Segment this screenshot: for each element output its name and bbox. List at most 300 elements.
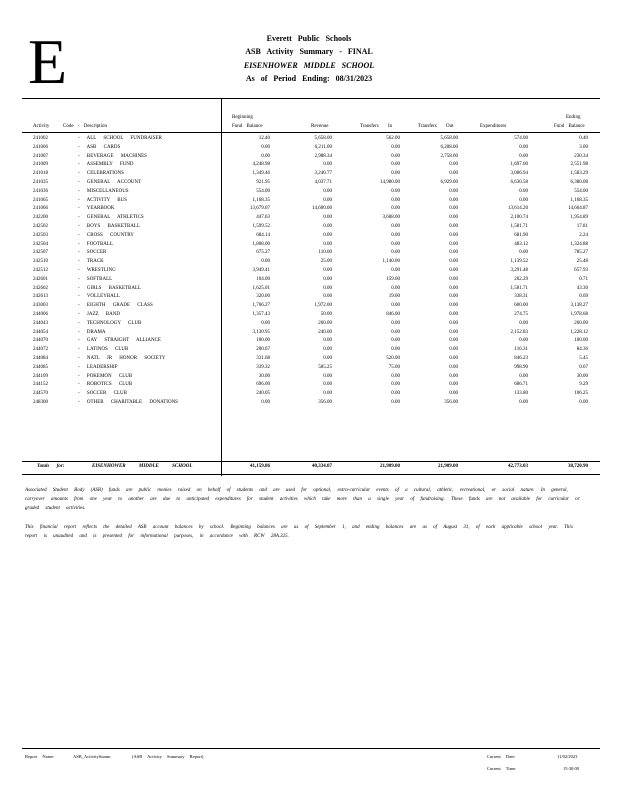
ending-balance: 0.69 <box>579 294 588 300</box>
revenue: 0.00 <box>323 373 332 379</box>
report-title: ASB Activity Summary - FINAL <box>245 47 373 56</box>
total-revenue: 40,334.07 <box>312 464 332 469</box>
col-ending-top: Ending <box>566 115 581 120</box>
activity-code: 241009 <box>33 162 48 168</box>
ending-balance: 0.67 <box>579 364 588 370</box>
revenue: 260.00 <box>318 320 332 326</box>
revenue: 356.00 <box>318 399 332 405</box>
col-beginning-top: Beginning <box>232 115 253 120</box>
ending-balance: 100.00 <box>574 338 588 344</box>
expenditures: 0.00 <box>519 373 528 379</box>
transfers-in: 0.00 <box>391 347 400 353</box>
ending-balance: 14,664.87 <box>568 206 588 212</box>
transfers-out: 0.00 <box>449 391 458 397</box>
revenue: 585.25 <box>318 364 332 370</box>
activity-code: 242510 <box>33 259 48 265</box>
ending-balance: 2,551.98 <box>570 162 588 168</box>
activity-code: 242504 <box>33 241 48 247</box>
activity-code: 241035 <box>33 179 48 185</box>
revenue: 5,658.00 <box>314 136 332 141</box>
transfers-in: 0.00 <box>391 320 400 326</box>
activity-description: - ASB CARDS <box>78 144 121 150</box>
transfers-out: 0.00 <box>449 215 458 221</box>
activity-code: 242601 <box>33 276 48 282</box>
beginning-balance: 3,949.41 <box>252 267 270 273</box>
beginning-balance: 3,130.95 <box>252 329 270 335</box>
ending-balance: 0.40 <box>579 136 588 141</box>
expenditures: 338.31 <box>514 294 528 300</box>
transfers-out: 6,929.00 <box>440 179 458 185</box>
col-transfers-out: Transfers Out <box>418 124 454 129</box>
expenditures: 3,291.48 <box>510 267 528 273</box>
expenditures: 846.23 <box>514 355 528 361</box>
activity-description: - CROSS COUNTRY <box>78 232 134 238</box>
table-row <box>0 188 618 197</box>
expenditures: 3,006.94 <box>510 171 528 177</box>
column-header-divider <box>22 132 600 133</box>
totals-row <box>0 462 618 472</box>
revenue: 0.00 <box>323 294 332 300</box>
transfers-in: 846.00 <box>386 311 400 317</box>
activity-table <box>0 135 618 408</box>
transfers-out: 0.00 <box>449 223 458 229</box>
report-period: As of Period Ending: 08/31/2023 <box>245 74 373 83</box>
expenditures: 0.00 <box>519 338 528 344</box>
activity-code: 241036 <box>33 188 48 194</box>
expenditures: 0.00 <box>519 399 528 405</box>
table-row <box>0 364 618 373</box>
activity-description: - POKEMON CLUB <box>78 373 133 379</box>
col-ending-bottom: Fund Balance <box>554 124 585 129</box>
activity-code: 241018 <box>33 171 48 177</box>
transfers-out: 0.00 <box>449 162 458 168</box>
activity-code: 242507 <box>33 250 48 256</box>
transfers-in: 0.00 <box>391 206 400 212</box>
beginning-balance: 1,808.00 <box>252 241 270 247</box>
ending-balance: 30.00 <box>576 373 588 379</box>
beginning-balance: 4,248.98 <box>252 162 270 168</box>
transfers-in: 0.00 <box>391 329 400 335</box>
transfers-out: 0.00 <box>449 206 458 212</box>
header-divider <box>22 98 600 99</box>
transfers-in: 0.00 <box>391 171 400 177</box>
table-row <box>0 311 618 320</box>
total-transfers-in: 21,909.00 <box>380 464 400 469</box>
revenue: 0.00 <box>323 197 332 203</box>
ending-balance: 106.25 <box>574 391 588 397</box>
table-row <box>0 346 618 355</box>
transfers-out: 0.00 <box>449 241 458 247</box>
transfers-out: 0.00 <box>449 267 458 273</box>
activity-description: - LEADERSHIP <box>78 364 118 370</box>
table-row <box>0 355 618 364</box>
expenditures: 133.80 <box>514 391 528 397</box>
transfers-out: 0.00 <box>449 303 458 309</box>
transfers-out: 0.00 <box>449 382 458 388</box>
transfers-in: 0.00 <box>391 373 400 379</box>
ending-balance: 5.45 <box>579 355 588 361</box>
expenditures: 2,152.83 <box>510 329 528 335</box>
ending-balance: 3,138.27 <box>570 303 588 309</box>
activity-description: - SOCCER <box>78 250 107 256</box>
activity-description: - FOOTBALL <box>78 241 114 247</box>
table-row <box>0 223 618 232</box>
table-row <box>0 179 618 188</box>
transfers-in: 0.00 <box>391 188 400 194</box>
activity-code: 248300 <box>33 399 48 405</box>
activity-code: 241007 <box>33 153 48 159</box>
totals-school: EISENHOWER MIDDLE SCHOOL <box>92 464 193 469</box>
transfers-out: 5,658.00 <box>440 136 458 141</box>
activity-code: 242502 <box>33 223 48 229</box>
revenue: 240.00 <box>318 329 332 335</box>
table-row <box>0 197 618 206</box>
beginning-balance: 104.00 <box>256 276 270 282</box>
transfers-in: 0.00 <box>391 223 400 229</box>
report-name-label: Report Name: <box>25 754 55 759</box>
table-row <box>0 373 618 382</box>
asb-funds-note: Associated Student Body (ASB) funds are public monies raised on behalf of students and are used for optional, extra-curricular events of a cultural, athletic, recreational, or social nature. In general, carryover amounts from one year to another are due to anticipated expenditures for student activities which take more than a single year of fundraising. These funds are not available for curricular or graded student activities. <box>25 488 580 511</box>
activity-description: - CELEBRATIONS <box>78 171 124 177</box>
beginning-balance: 696.00 <box>256 382 270 388</box>
beginning-balance: 200.67 <box>256 347 270 353</box>
transfers-in: 159.00 <box>386 276 400 282</box>
activity-code: 244570 <box>33 391 48 397</box>
transfers-out: 0.00 <box>449 373 458 379</box>
activity-code: 241002 <box>33 136 48 141</box>
transfers-in: 14,980.00 <box>380 179 400 185</box>
activity-code: 242613 <box>33 294 48 300</box>
revenue: 0.00 <box>323 215 332 221</box>
col-expenditures: Expenditures <box>480 124 507 129</box>
activity-code: 243003 <box>33 303 48 309</box>
transfers-out: 0.00 <box>449 285 458 291</box>
transfers-in: 1,140.00 <box>382 259 400 265</box>
beginning-balance: 0.00 <box>261 259 270 265</box>
activity-code: 241065 <box>33 197 48 203</box>
transfers-out: 0.00 <box>449 329 458 335</box>
beginning-balance: 0.00 <box>261 144 270 150</box>
expenditures: 1,581.71 <box>510 223 528 229</box>
table-row <box>0 144 618 153</box>
activity-description: - ASSEMBLY FUND <box>78 162 134 168</box>
activity-description: - SOFTBALL <box>78 276 113 282</box>
revenue: 0.00 <box>323 232 332 238</box>
activity-description: - GENERAL ATHLETICS <box>78 215 144 221</box>
beginning-balance: 675.27 <box>256 250 270 256</box>
col-transfers-in: Transfers In <box>360 124 393 129</box>
ending-balance: 1,583.29 <box>570 171 588 177</box>
transfers-in: 0.00 <box>391 382 400 388</box>
revenue: 4,037.71 <box>314 179 332 185</box>
total-expenditures: 42,773.03 <box>508 464 528 469</box>
expenditures: 2,100.74 <box>510 215 528 221</box>
expenditures: 483.12 <box>514 241 528 247</box>
ending-balance: 1,228.12 <box>570 329 588 335</box>
beginning-balance: 0.00 <box>261 153 270 159</box>
expenditures: 0.00 <box>519 197 528 203</box>
table-row <box>0 329 618 338</box>
transfers-out: 0.00 <box>449 250 458 256</box>
transfers-in: 0.00 <box>391 399 400 405</box>
expenditures: 13,614.20 <box>508 206 528 212</box>
ending-balance: 554.00 <box>574 188 588 194</box>
revenue: 0.00 <box>323 267 332 273</box>
revenue: 0.00 <box>323 391 332 397</box>
revenue: 0.00 <box>323 285 332 291</box>
transfers-in: 0.00 <box>391 162 400 168</box>
table-row <box>0 153 618 162</box>
expenditures: 0.00 <box>519 188 528 194</box>
revenue: 1,972.00 <box>314 303 332 309</box>
beginning-balance: 1,168.35 <box>252 197 270 203</box>
transfers-in: 3,608.00 <box>382 215 400 221</box>
table-row <box>0 399 618 408</box>
transfers-in: 0.00 <box>391 303 400 309</box>
transfers-out: 0.00 <box>449 188 458 194</box>
activity-code: 244054 <box>33 329 48 335</box>
expenditures: 998.90 <box>514 364 528 370</box>
transfers-in: 520.00 <box>386 355 400 361</box>
beginning-balance: 1,357.43 <box>252 311 270 317</box>
revenue: 0.00 <box>323 347 332 353</box>
expenditures: 0.00 <box>519 320 528 326</box>
col-code-desc: Code - Description <box>63 124 108 129</box>
activity-code: 244109 <box>33 373 48 379</box>
revenue: 0.00 <box>323 188 332 194</box>
transfers-in: 0.00 <box>391 197 400 203</box>
activity-description: - GAY STRAIGHT ALLIANCE <box>78 338 161 344</box>
beginning-balance: 100.00 <box>256 338 270 344</box>
revenue: 0.00 <box>323 162 332 168</box>
footer-divider <box>22 748 600 749</box>
expenditures: 1,581.71 <box>510 285 528 291</box>
beginning-balance: 0.00 <box>261 320 270 326</box>
expenditures: 6,630.58 <box>510 179 528 185</box>
ending-balance: 1,978.68 <box>570 311 588 317</box>
revenue: 0.00 <box>323 338 332 344</box>
ending-balance: 43.30 <box>576 285 588 291</box>
transfers-out: 0.00 <box>449 347 458 353</box>
beginning-balance: 447.63 <box>256 215 270 221</box>
activity-description: - NATL JR HONOR SOCIETY <box>78 355 166 361</box>
report-school: EISENHOWER MIDDLE SCHOOL <box>243 61 375 70</box>
expenditures: 116.31 <box>514 347 528 353</box>
beginning-balance: 320.00 <box>256 294 270 300</box>
ending-balance: 9.29 <box>579 382 588 388</box>
expenditures: 0.00 <box>519 153 528 159</box>
table-row <box>0 232 618 241</box>
revenue: 0.00 <box>323 223 332 229</box>
transfers-out: 0.00 <box>449 311 458 317</box>
report-disclaimer-note: This financial report reflects the detailed ASB account balances by school. Beginning balances are as of September 1, and ending balances are as of August 31, of each applicable school year. This report is unaudited and is presented for informational purposes, in accordance with RCW 28A.325. <box>25 525 573 539</box>
beginning-balance: 339.32 <box>256 364 270 370</box>
transfers-out: 0.00 <box>449 320 458 326</box>
expenditures: 1,139.52 <box>510 259 528 265</box>
transfers-out: 2,758.00 <box>440 153 458 159</box>
transfers-in: 75.00 <box>388 364 400 370</box>
table-row <box>0 241 618 250</box>
beginning-balance: 331.68 <box>256 355 270 361</box>
activity-code: 244152 <box>33 382 48 388</box>
beginning-balance: 1,349.46 <box>252 171 270 177</box>
transfers-out: 0.00 <box>449 259 458 265</box>
activity-code: 242512 <box>33 267 48 273</box>
activity-description: - GIRLS BASKETBALL <box>78 285 142 291</box>
activity-description: - TECHNOLOGY CLUB <box>78 320 142 326</box>
total-beginning-balance: 41,159.86 <box>250 464 270 469</box>
expenditures: 1,697.00 <box>510 162 528 168</box>
activity-code: 242200 <box>33 215 48 221</box>
table-row <box>0 214 618 223</box>
ending-balance: 2.24 <box>579 232 588 238</box>
beginning-balance: 1,625.01 <box>252 285 270 291</box>
activity-description: - WRESTLING <box>78 267 116 273</box>
activity-description: - YEARBOOK <box>78 206 115 212</box>
transfers-out: 0.00 <box>449 171 458 177</box>
ending-balance: 1,954.89 <box>570 215 588 221</box>
col-beginning-bottom: Fund Balance <box>232 124 263 129</box>
activity-code: 244043 <box>33 320 48 326</box>
transfers-in: 562.00 <box>386 136 400 141</box>
activity-code: 244084 <box>33 355 48 361</box>
activity-description: - VOLLEYBALL <box>78 294 120 300</box>
beginning-balance: 1,766.27 <box>252 303 270 309</box>
beginning-balance: 684.14 <box>256 232 270 238</box>
ending-balance: 3.00 <box>579 144 588 150</box>
report-district: Everett Public Schools <box>266 34 352 43</box>
transfers-in: 0.00 <box>391 250 400 256</box>
transfers-in: 0.00 <box>391 338 400 344</box>
activity-code: 244085 <box>33 364 48 370</box>
transfers-in: 0.00 <box>391 144 400 150</box>
expenditures: 0.00 <box>519 250 528 256</box>
table-row <box>0 285 618 294</box>
activity-description: - GENERAL ACCOUNT <box>78 179 142 185</box>
total-transfers-out: 21,909.00 <box>438 464 458 469</box>
beginning-balance: 240.05 <box>256 391 270 397</box>
table-row <box>0 267 618 276</box>
transfers-in: 0.00 <box>391 241 400 247</box>
table-row <box>0 381 618 390</box>
beginning-balance: 13,679.07 <box>250 206 270 212</box>
table-row <box>0 161 618 170</box>
expenditures: 574.00 <box>514 136 528 141</box>
transfers-in: 0.00 <box>391 391 400 397</box>
table-row <box>0 320 618 329</box>
transfers-in: 0.00 <box>391 267 400 273</box>
activity-description: - JAZZ BAND <box>78 311 120 317</box>
expenditures: 600.00 <box>514 303 528 309</box>
activity-description: - ROBOTICS CLUB <box>78 382 133 388</box>
revenue: 0.00 <box>323 355 332 361</box>
activity-description: - EIGHTH GRADE CLASS <box>78 303 153 309</box>
ending-balance: 17.81 <box>576 223 588 229</box>
transfers-in: 0.00 <box>391 232 400 238</box>
activity-description: - DRAMA <box>78 329 106 335</box>
activity-code: 241006 <box>33 144 48 150</box>
district-logo-letter: E <box>28 26 68 97</box>
ending-balance: 260.00 <box>574 320 588 326</box>
expenditures: 0.00 <box>519 144 528 150</box>
beginning-balance: 554.00 <box>256 188 270 194</box>
transfers-out: 6,208.00 <box>440 144 458 150</box>
activity-description: - ALL SCHOOL FUNDRAISER <box>78 136 162 141</box>
totals-label: Totals for: <box>37 464 65 469</box>
expenditures: 262.29 <box>514 276 528 282</box>
ending-balance: 785.27 <box>574 250 588 256</box>
table-row <box>0 390 618 399</box>
transfers-in: 0.00 <box>391 285 400 291</box>
ending-balance: 6,380.08 <box>570 179 588 185</box>
revenue: 2,988.34 <box>314 153 332 159</box>
current-date-label: Current Date: <box>487 754 516 759</box>
table-row <box>0 135 618 144</box>
table-row <box>0 302 618 311</box>
table-row <box>0 276 618 285</box>
activity-code: 242503 <box>33 232 48 238</box>
report-name: ASB_ActivitySumm <box>73 754 111 759</box>
report-description: (ASB Activity Summary Report) <box>132 754 204 759</box>
ending-balance: 0.00 <box>579 399 588 405</box>
activity-code: 244072 <box>33 347 48 353</box>
activity-description: - LATINOS CLUB <box>78 347 129 353</box>
activity-description: - BOYS BASKETBALL <box>78 223 141 229</box>
activity-description: - MISCELLANEOUS <box>78 188 129 194</box>
col-activity: Activity <box>33 124 50 129</box>
transfers-out: 0.00 <box>449 197 458 203</box>
ending-balance: 25.48 <box>576 259 588 265</box>
ending-balance: 84.36 <box>576 347 588 353</box>
activity-description: - OTHER CHARITABLE DONATIONS <box>78 399 178 405</box>
revenue: 6,211.00 <box>314 144 332 150</box>
ending-balance: 230.34 <box>574 153 588 159</box>
current-time-label: Current Time: <box>487 766 517 771</box>
activity-code: 241066 <box>33 206 48 212</box>
beginning-balance: 1,599.52 <box>252 223 270 229</box>
beginning-balance: 921.95 <box>256 179 270 185</box>
ending-balance: 1,168.35 <box>570 197 588 203</box>
ending-balance: 657.93 <box>574 267 588 273</box>
ending-balance: 0.71 <box>579 276 588 282</box>
revenue: 14,600.00 <box>312 206 332 212</box>
table-row <box>0 205 618 214</box>
beginning-balance: 0.00 <box>261 399 270 405</box>
table-row <box>0 258 618 267</box>
expenditures: 686.71 <box>514 382 528 388</box>
expenditures: 274.75 <box>514 311 528 317</box>
beginning-balance: 12.40 <box>258 136 270 141</box>
transfers-out: 0.00 <box>449 294 458 300</box>
transfers-in: 0.00 <box>391 153 400 159</box>
transfers-out: 0.00 <box>449 232 458 238</box>
transfers-out: 0.00 <box>449 355 458 361</box>
revenue: 0.00 <box>323 382 332 388</box>
revenue: 0.00 <box>323 276 332 282</box>
table-row <box>0 337 618 346</box>
total-ending-balance: 38,720.90 <box>568 464 588 469</box>
totals-bottom-divider <box>22 474 600 475</box>
revenue: 110.00 <box>318 250 332 256</box>
transfers-out: 0.00 <box>449 338 458 344</box>
transfers-out: 0.00 <box>449 364 458 370</box>
activity-description: - SOCCER CLUB <box>78 391 127 397</box>
beginning-balance: 30.00 <box>258 373 270 379</box>
activity-code: 244006 <box>33 311 48 317</box>
activity-description: - BEVERAGE MACHINES <box>78 153 147 159</box>
table-row <box>0 293 618 302</box>
ending-balance: 1,324.88 <box>570 241 588 247</box>
